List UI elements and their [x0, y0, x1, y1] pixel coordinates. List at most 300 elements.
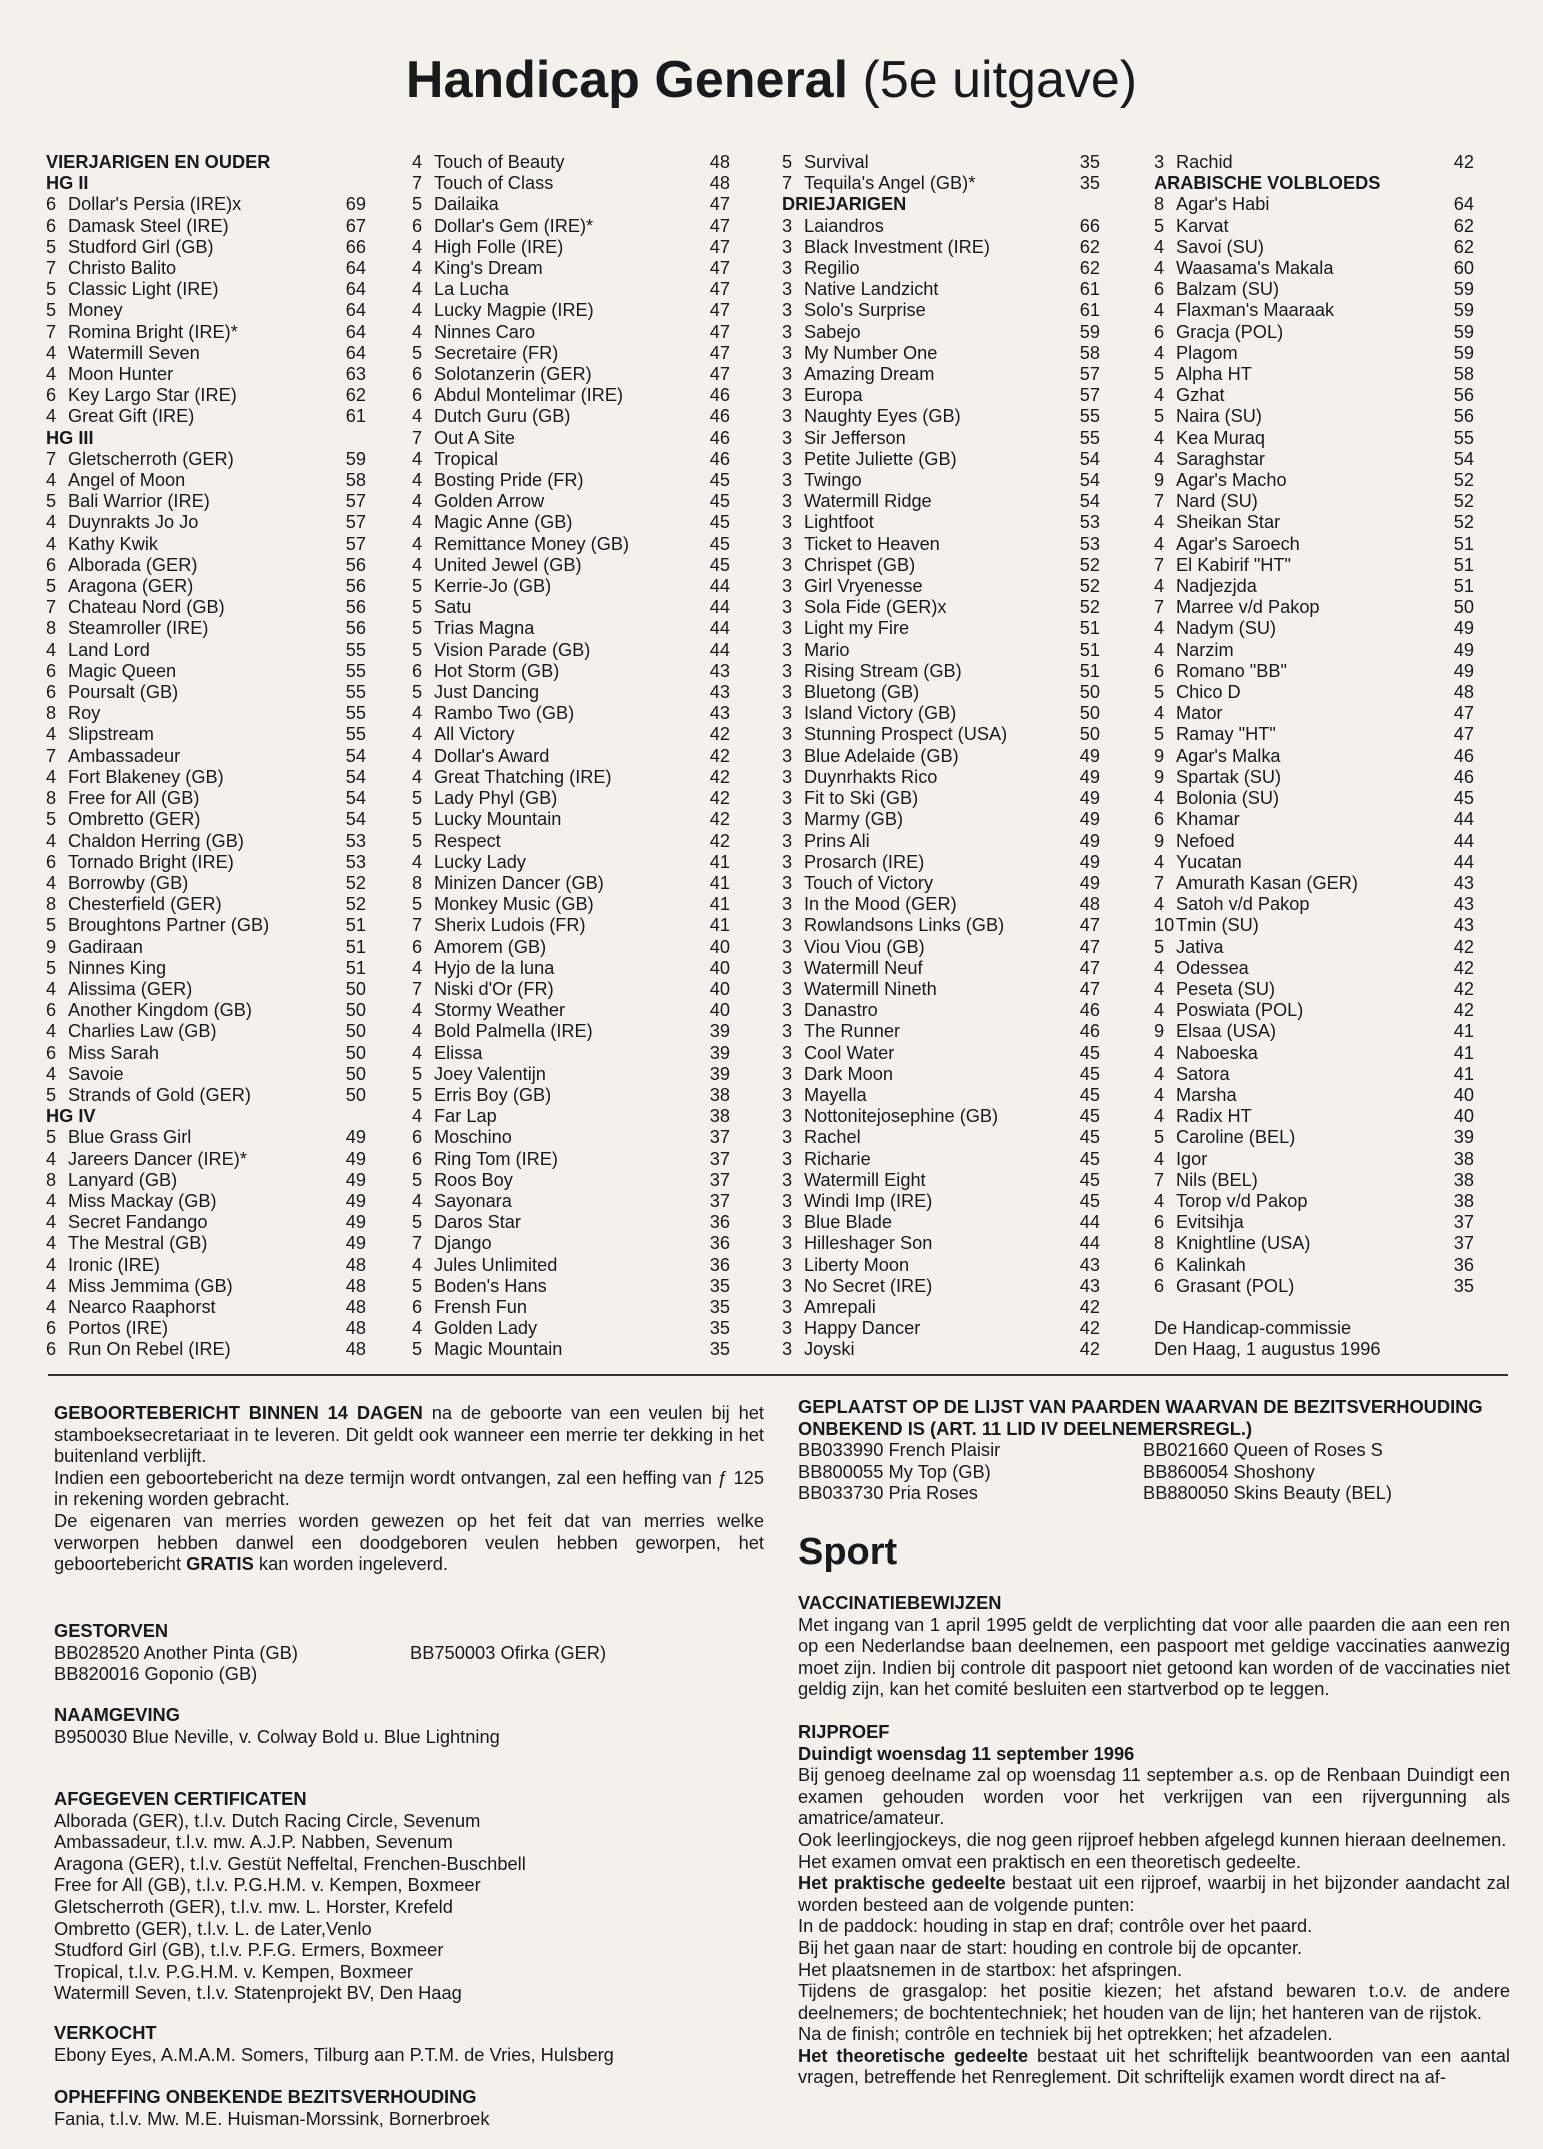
horse-rating: 47: [1079, 978, 1100, 999]
horse-row: [782, 746, 1100, 767]
horse-name: Kathy Kwik: [68, 533, 158, 554]
horse-row: [412, 1255, 730, 1276]
horse-row: [782, 618, 1100, 639]
horse-row: [46, 746, 366, 767]
horse-name: Stormy Weather: [434, 1000, 566, 1021]
horse-name: Touch of Beauty: [434, 152, 565, 172]
horse-name: Rowlandsons Links (GB): [804, 915, 1005, 936]
horse-row: [46, 1000, 366, 1021]
horse-row: [412, 724, 730, 745]
horse-age: 5: [46, 957, 57, 978]
horse-rating: 44: [1453, 809, 1474, 830]
horse-name: Watermill Seven: [68, 342, 200, 363]
horse-rating: 40: [709, 1000, 730, 1021]
horse-row: [412, 1233, 730, 1254]
horse-age: 6: [1154, 1212, 1165, 1233]
horse-age: 6: [412, 385, 423, 406]
horse-age: 3: [782, 978, 793, 999]
horse-row: [1154, 767, 1474, 788]
opheffing-item: Fania, t.l.v. Mw. M.E. Huisman-Morssink, Bornerbroek: [54, 2107, 490, 2129]
horse-row: [1154, 1255, 1474, 1276]
horse-rating: 43: [709, 660, 730, 681]
horse-rating: 46: [709, 448, 730, 469]
horse-age: 3: [782, 1021, 793, 1042]
horse-row: [412, 1318, 730, 1339]
horse-age: 6: [1154, 809, 1165, 830]
horse-name: Grasant (POL): [1176, 1275, 1295, 1296]
horse-rating: 57: [345, 512, 366, 533]
horse-row: [46, 534, 366, 555]
horse-rating: 39: [709, 1063, 730, 1084]
horse-row: [46, 809, 366, 830]
horse-age: 4: [1154, 978, 1165, 999]
horse-row: [782, 1297, 1100, 1318]
horse-name: Great Gift (IRE): [68, 406, 195, 427]
horse-row: [782, 1000, 1100, 1021]
horse-rating: 41: [1453, 1042, 1474, 1063]
horse-rating: 55: [345, 703, 366, 724]
horse-row: [1154, 746, 1474, 767]
horse-age: 3: [782, 576, 793, 597]
horse-age: 9: [1154, 470, 1165, 491]
horse-row: [46, 682, 366, 703]
horse-row: [782, 449, 1100, 470]
horse-name: Ombretto (GER): [68, 809, 201, 830]
horse-age: 3: [782, 851, 793, 872]
horse-row: [1154, 1170, 1474, 1191]
horse-row: [46, 831, 366, 852]
horse-age: 7: [1154, 1169, 1165, 1190]
horse-name: Respect: [434, 830, 501, 851]
horse-rating: 40: [709, 957, 730, 978]
horse-rating: 48: [1079, 894, 1100, 915]
horse-age: 3: [782, 788, 793, 809]
horse-row: [782, 1021, 1100, 1042]
horse-name: Daros Star: [434, 1212, 521, 1233]
horse-age: 6: [1154, 1254, 1165, 1275]
horse-name: Savoie: [68, 1063, 124, 1084]
horse-rating: 54: [345, 809, 366, 830]
horse-age: 4: [1154, 1084, 1165, 1105]
horse-row: [782, 406, 1100, 427]
horse-rating: 49: [1079, 830, 1100, 851]
horse-row: [412, 428, 730, 449]
horse-age: 5: [412, 1275, 423, 1296]
horse-name: Sayonara: [434, 1190, 512, 1211]
horse-age: 4: [1154, 1063, 1165, 1084]
sport-heading: Sport: [798, 1531, 898, 1573]
horse-age: 3: [782, 660, 793, 681]
horse-name: Windi Imp (IRE): [804, 1190, 933, 1211]
horse-rating: 44: [1079, 1212, 1100, 1233]
horse-age: 4: [46, 830, 57, 851]
horse-row: [412, 915, 730, 936]
horse-rating: 50: [345, 1042, 366, 1063]
horse-row: [412, 279, 730, 300]
horse-name: Radix HT: [1176, 1106, 1252, 1127]
horse-row: [782, 894, 1100, 915]
horse-rating: 56: [345, 554, 366, 575]
horse-rating: 45: [709, 470, 730, 491]
horse-age: 3: [782, 724, 793, 745]
horse-age: 4: [46, 512, 57, 533]
horse-name: Dollar's Persia (IRE)x: [68, 194, 242, 215]
horse-row: [1154, 300, 1474, 321]
horse-row: [1154, 1064, 1474, 1085]
horse-row: [46, 194, 366, 215]
category-heading: DRIEJARIGEN: [782, 194, 907, 215]
horse-rating: 58: [1453, 364, 1474, 385]
horse-age: 5: [1154, 215, 1165, 236]
horse-rating: 53: [345, 851, 366, 872]
horse-rating: 48: [345, 1339, 366, 1360]
horse-age: 5: [46, 491, 57, 512]
horse-age: 6: [412, 660, 423, 681]
horse-name: Naughty Eyes (GB): [804, 406, 961, 427]
horse-rating: 49: [345, 1212, 366, 1233]
horse-rating: 49: [1453, 660, 1474, 681]
horse-rating: 47: [709, 364, 730, 385]
horse-age: 4: [1154, 851, 1165, 872]
horse-name: Portos (IRE): [68, 1318, 169, 1339]
geplaatst-item: BB021660 Queen of Roses S: [1143, 1439, 1383, 1461]
horse-age: 7: [46, 321, 57, 342]
horse-rating: 50: [345, 978, 366, 999]
horse-row: [1154, 597, 1474, 618]
horse-name: Amorem (GB): [434, 936, 547, 957]
horse-row: [412, 512, 730, 533]
geboorte-paragraph-1: [54, 1402, 764, 1467]
horse-row: [782, 385, 1100, 406]
horse-row: [782, 724, 1100, 745]
horse-row: [782, 682, 1100, 703]
geplaatst-item: BB800055 My Top (GB): [798, 1460, 991, 1482]
horse-row: [782, 491, 1100, 512]
horse-age: 5: [1154, 682, 1165, 703]
horse-row: [782, 703, 1100, 724]
horse-name: Lucky Lady: [434, 851, 527, 872]
horse-rating: 45: [709, 533, 730, 554]
horse-row: [46, 364, 366, 385]
horse-rating: 38: [1453, 1148, 1474, 1169]
certificaat-item: Aragona (GER), t.l.v. Gestüt Neffeltal, Frenchen-Buschbell: [54, 1852, 526, 1874]
horse-rating: 62: [345, 385, 366, 406]
horse-rating: 41: [1453, 1063, 1474, 1084]
horse-row: [782, 534, 1100, 555]
horse-name: Land Lord: [68, 639, 150, 660]
horse-age: 4: [46, 766, 57, 787]
horse-rating: 45: [1453, 788, 1474, 809]
horse-row: [46, 1149, 366, 1170]
horse-name: Moschino: [434, 1127, 512, 1148]
horse-age: 4: [46, 978, 57, 999]
horse-rating: 53: [345, 830, 366, 851]
horse-rating: 35: [709, 1296, 730, 1317]
horse-name: Rachid: [1176, 152, 1233, 172]
certificaten-heading: AFGEGEVEN CERTIFICATEN: [54, 1788, 307, 1809]
horse-rating: 49: [1079, 766, 1100, 787]
horse-rating: 47: [1079, 936, 1100, 957]
horse-rating: 59: [1453, 321, 1474, 342]
horse-rating: 45: [1079, 1148, 1100, 1169]
horse-name: Hot Storm (GB): [434, 660, 560, 681]
horse-rating: 51: [345, 957, 366, 978]
horse-row: [782, 788, 1100, 809]
horse-row: [782, 1191, 1100, 1212]
horse-row: [46, 618, 366, 639]
horse-row: [1154, 1043, 1474, 1064]
horse-age: 3: [782, 533, 793, 554]
horse-age: 4: [1154, 576, 1165, 597]
horse-row: [782, 640, 1100, 661]
horse-rating: 55: [345, 724, 366, 745]
horse-name: Tropical: [434, 448, 499, 469]
rijproef-paragraph: Bij genoeg deelname zal op woensdag 11 september a.s. op de Renbaan Duindigt een examen gehouden worden voor het verkrijgen van een rijvergunning als amatrice/amateur.: [798, 1764, 1510, 1829]
horse-age: 3: [782, 597, 793, 618]
horse-name: Satoh v/d Pakop: [1176, 894, 1310, 915]
horse-name: Nearco Raaphorst: [68, 1296, 216, 1317]
horse-row: [46, 937, 366, 958]
horse-row: [412, 406, 730, 427]
verkocht-heading: VERKOCHT: [54, 2022, 157, 2043]
horse-row: [412, 1000, 730, 1021]
horse-rating: 46: [1453, 745, 1474, 766]
horse-row: [1154, 237, 1474, 258]
horse-row: [782, 661, 1100, 682]
horse-row: [46, 237, 366, 258]
horse-age: 4: [412, 766, 423, 787]
horse-row: [782, 576, 1100, 597]
horse-age: 8: [412, 872, 423, 893]
horse-rating: 42: [709, 766, 730, 787]
horse-name: Minizen Dancer (GB): [434, 872, 604, 893]
horse-age: 4: [46, 1021, 57, 1042]
horse-name: Nadym (SU): [1176, 618, 1277, 639]
horse-row: [782, 512, 1100, 533]
rijproef-paragraph: Ook leerlingjockeys, die nog geen rijproef hebben afgelegd kunnen hieraan deelnemen.: [798, 1828, 1507, 1850]
horse-age: 3: [782, 1339, 793, 1360]
horse-rating: 48: [1453, 682, 1474, 703]
horse-name: Bolonia (SU): [1176, 788, 1280, 809]
horse-row: [412, 1021, 730, 1042]
horse-rating: 48: [709, 173, 730, 194]
horse-rating: 45: [1079, 1084, 1100, 1105]
horse-name: Amurath Kasan (GER): [1176, 872, 1358, 893]
horse-age: 4: [1154, 342, 1165, 363]
horse-rating: 56: [1453, 406, 1474, 427]
horse-row: [412, 173, 730, 194]
horse-rating: 42: [1453, 936, 1474, 957]
horse-row: [782, 915, 1100, 936]
certificaat-item: Tropical, t.l.v. P.G.H.M. v. Kempen, Boxmeer: [54, 1960, 413, 1982]
horse-age: 4: [412, 406, 423, 427]
horse-age: 4: [1154, 300, 1165, 321]
horse-name: Liberty Moon: [804, 1254, 910, 1275]
horse-name: Girl Vryenesse: [804, 576, 923, 597]
geboorte-paragraph-2: Indien een geboortebericht na deze termijn wordt ontvangen, zal een heffing van ƒ 125 in rekening worden gebracht.: [54, 1466, 764, 1510]
horse-rating: 43: [1453, 872, 1474, 893]
horse-age: 3: [782, 236, 793, 257]
horse-age: 5: [412, 342, 423, 363]
horse-name: Agar's Malka: [1176, 745, 1281, 766]
horse-row: [412, 1149, 730, 1170]
geboorte-paragraph-3: [54, 1510, 764, 1575]
horse-age: 8: [1154, 194, 1165, 215]
horse-row: [412, 746, 730, 767]
horse-row: [1154, 809, 1474, 830]
horse-name: Gletscherroth (GER): [68, 448, 234, 469]
horse-name: Gzhat: [1176, 385, 1225, 406]
horse-rating: 42: [1453, 957, 1474, 978]
horse-row: [46, 640, 366, 661]
horse-age: 5: [46, 915, 57, 936]
horse-age: 4: [412, 957, 423, 978]
horse-row: [1154, 406, 1474, 427]
horse-rating: 62: [1079, 236, 1100, 257]
horse-rating: 42: [1079, 1339, 1100, 1360]
horse-rating: 43: [1453, 894, 1474, 915]
horse-rating: 56: [345, 576, 366, 597]
horse-rating: 47: [709, 342, 730, 363]
horse-rating: 44: [1079, 1233, 1100, 1254]
horse-row: [46, 322, 366, 343]
horse-rating: 35: [1079, 152, 1100, 172]
horse-rating: 49: [1453, 639, 1474, 660]
horse-rating: 54: [1453, 448, 1474, 469]
horse-rating: 51: [1453, 576, 1474, 597]
horse-age: 4: [46, 1275, 57, 1296]
horse-row: [412, 852, 730, 873]
horse-row: [1154, 873, 1474, 894]
naamgeving-item: B950030 Blue Neville, v. Colway Bold u. Blue Lightning: [54, 1725, 500, 1747]
horse-name: Monkey Music (GB): [434, 894, 594, 915]
horse-row: [1154, 428, 1474, 449]
horse-age: 4: [412, 533, 423, 554]
horse-age: 3: [782, 1084, 793, 1105]
section-divider: [48, 1374, 1508, 1376]
horse-age: 6: [46, 682, 57, 703]
horse-row: [412, 958, 730, 979]
horse-rating: 45: [1079, 1106, 1100, 1127]
horse-row: [412, 491, 730, 512]
horse-name: Golden Lady: [434, 1318, 538, 1339]
horse-name: Lucky Magpie (IRE): [434, 300, 594, 321]
horse-name: Nefoed: [1176, 830, 1235, 851]
gestorven-item: BB028520 Another Pinta (GB): [54, 1641, 298, 1663]
horse-rating: 36: [709, 1254, 730, 1275]
horse-row: [412, 1191, 730, 1212]
horse-age: 6: [412, 1296, 423, 1317]
horse-rating: 50: [1453, 597, 1474, 618]
rijproef-paragraph: [798, 1872, 1510, 1915]
horse-rating: 36: [709, 1233, 730, 1254]
horse-row: [46, 724, 366, 745]
horse-age: 3: [782, 809, 793, 830]
horse-rating: 59: [1453, 279, 1474, 300]
horse-name: Survival: [804, 152, 869, 172]
horse-rating: 54: [345, 766, 366, 787]
horse-rating: 43: [1079, 1275, 1100, 1296]
horse-age: 6: [46, 554, 57, 575]
horse-rating: 69: [345, 194, 366, 215]
rijproef-paragraph: Na de finish; contrôle en techniek bij het optrekken; het afzadelen.: [798, 2023, 1333, 2045]
horse-rating: 46: [709, 427, 730, 448]
certificaat-item: Watermill Seven, t.l.v. Statenprojekt BV, Den Haag: [54, 1982, 462, 2004]
horse-row: [782, 555, 1100, 576]
horse-age: 3: [782, 279, 793, 300]
horse-name: Khamar: [1176, 809, 1240, 830]
praktisch-text: bestaat uit een rijproef, waarbij in het bijzonder aandacht zal worden besteed aan de volgende punten:: [798, 1872, 1510, 1915]
horse-row: [412, 194, 730, 215]
horse-rating: 47: [709, 215, 730, 236]
horse-rating: 40: [1453, 1084, 1474, 1105]
horse-rating: 42: [709, 745, 730, 766]
horse-name: Hyjo de la luna: [434, 957, 555, 978]
horse-rating: 37: [709, 1127, 730, 1148]
horse-row: [412, 682, 730, 703]
horse-name: Satora: [1176, 1063, 1230, 1084]
horse-row: [46, 915, 366, 936]
horse-age: 3: [782, 745, 793, 766]
horse-row: [412, 300, 730, 321]
horse-name: Nils (BEL): [1176, 1169, 1258, 1190]
horse-age: 7: [412, 427, 423, 448]
horse-rating: 46: [709, 406, 730, 427]
geplaatst-item: BB860054 Shoshony: [1143, 1460, 1315, 1482]
horse-name: Far Lap: [434, 1106, 497, 1127]
horse-name: Fort Blakeney (GB): [68, 766, 224, 787]
horse-age: 8: [46, 788, 57, 809]
horse-name: Lightfoot: [804, 512, 874, 533]
gestorven-heading: GESTORVEN: [54, 1620, 169, 1641]
horse-age: 3: [782, 300, 793, 321]
geplaatst-heading: GEPLAATST OP DE LIJST VAN PAARDEN WAARVAN DE BEZITSVERHOUDING ONBEKEND IS (ART. 11 LID IV DEELNEMERSREGL.): [798, 1396, 1483, 1439]
horse-age: 4: [1154, 258, 1165, 279]
horse-rating: 42: [1079, 1296, 1100, 1317]
horse-row: [1154, 618, 1474, 639]
horse-name: Slipstream: [68, 724, 154, 745]
horse-age: 4: [412, 321, 423, 342]
spacer: [1154, 1297, 1474, 1318]
horse-rating: 55: [1079, 406, 1100, 427]
rijproef-subheading: Duindigt woensdag 11 september 1996: [798, 1742, 1135, 1764]
horse-row: [782, 1276, 1100, 1297]
horse-name: Viou Viou (GB): [804, 936, 925, 957]
horse-row: [412, 661, 730, 682]
horse-age: 5: [412, 618, 423, 639]
certificaat-item: Ambassadeur, t.l.v. mw. A.J.P. Nabben, Sevenum: [54, 1831, 453, 1853]
horse-age: 3: [782, 618, 793, 639]
horse-row: [46, 1233, 366, 1254]
horse-name: Solo's Surprise: [804, 300, 926, 321]
horse-row: [46, 1127, 366, 1148]
horse-rating: 52: [1453, 491, 1474, 512]
horse-age: 7: [1154, 554, 1165, 575]
horse-row: [782, 152, 1100, 173]
category-heading: HG IV: [46, 1106, 96, 1127]
horse-rating: 54: [1079, 448, 1100, 469]
horse-age: 5: [46, 1127, 57, 1148]
horse-age: 3: [782, 1148, 793, 1169]
category-heading: ARABISCHE VOLBLOEDS: [1154, 173, 1381, 194]
horse-name: Chrispet (GB): [804, 554, 916, 575]
horse-rating: 36: [709, 1212, 730, 1233]
horse-row: [782, 1106, 1100, 1127]
horse-name: Agar's Saroech: [1176, 533, 1300, 554]
horse-name: Studford Girl (GB): [68, 236, 214, 257]
geplaatst-item: BB880050 Skins Beauty (BEL): [1143, 1482, 1392, 1504]
horse-row: [782, 470, 1100, 491]
